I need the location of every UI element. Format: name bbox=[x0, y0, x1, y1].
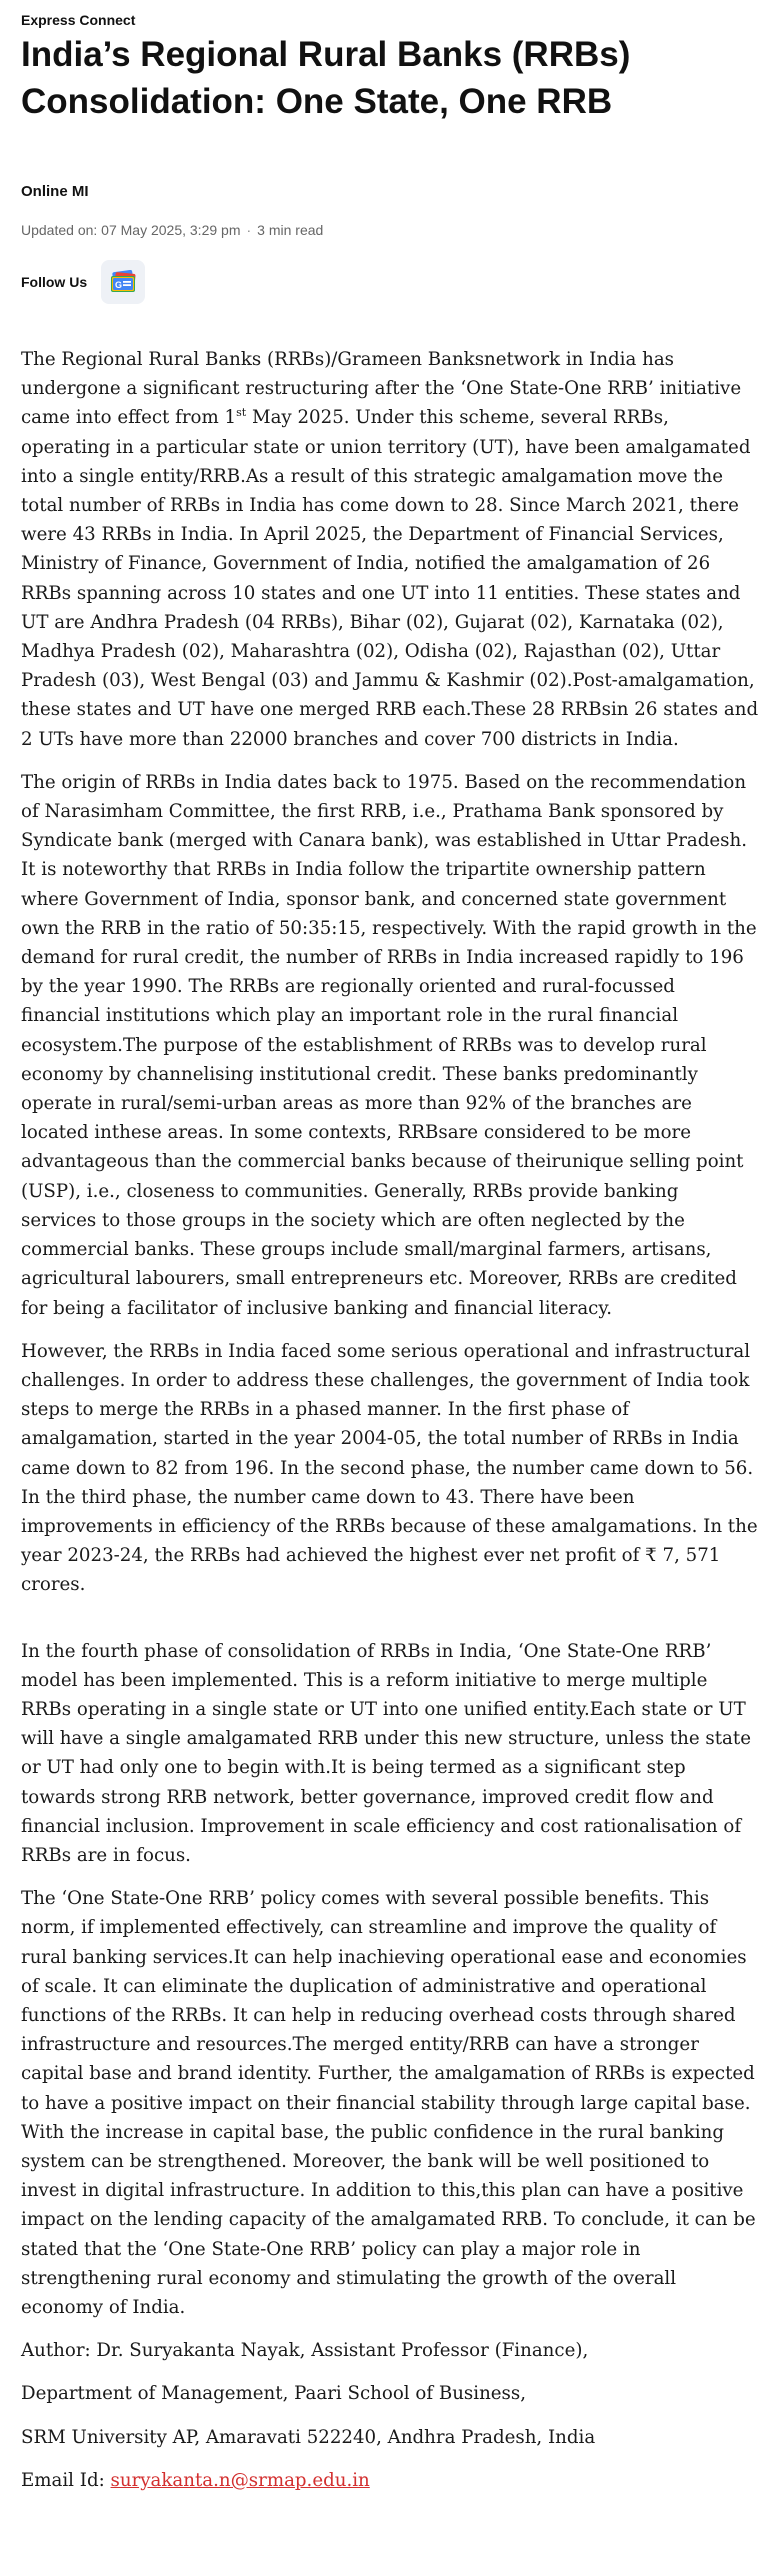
follow-us-row bbox=[21, 260, 759, 304]
article-body bbox=[21, 345, 759, 2495]
article-paragraph-2: The origin of RRBs in India dates back to 1975. Based on the recommendation of Narasimham Committee, the first RRB, i.e., Prathama Bank sponsored by Syndicate bank (merged with Canara bank), was established in Uttar Pradesh. It is noteworthy that RRBs in India follow the tripartite ownership pattern where Government of India, sponsor bank, and concerned state government own the RRB in the ratio of 50:35:15, respectively. With the rapid growth in the demand for rural credit, the number of RRBs in India increased rapidly to 196 by the year 1990. The RRBs are regionally oriented and rural-focussed financial institutions which play an important role in the rural financial ecosystem.The purpose of the establishment of RRBs was to develop rural economy by channelising institutional credit. These banks predominantly operate in rural/semi-urban areas as more than 92% of the branches are located inthese areas. In some contexts, RRBsare considered to be more advantageous than the commercial banks because of theirunique selling point (USP), i.e., closeness to communities. Generally, RRBs provide banking services to those groups in the society which are often neglected by the commercial banks. These groups include small/marginal farmers, artisans, agricultural labourers, small entrepreneurs etc. Moreover, RRBs are credited for being a facilitator of inclusive banking and financial literacy. bbox=[21, 771, 757, 1319]
read-time: 3 min read bbox=[257, 222, 324, 238]
article-paragraph-3: However, the RRBs in India faced some serious operational and infrastructural challenges. In order to address these challenges, the government of India took steps to merge the RRBs in a phased manner. In the first phase of amalgamation, started in the year 2004-05, the total number of RRBs in India came down to 82 from 196. In the second phase, the number came down to 56. In the third phase, the number came down to 43. There have been improvements in efficiency of the RRBs because of these amalgamations. In the year 2023-24, the RRBs had achieved the highest ever net profit of ₹ 7, 571 crores. bbox=[21, 1340, 758, 1596]
article-paragraph-5: The ‘One State-One RRB’ policy comes with several possible benefits. This norm, if implemented effectively, can streamline and improve the quality of rural banking services.It can help inachieving operational ease and economies of scale. It can eliminate the duplication of administrative and operational functions of the RRBs. It can help in reducing overhead costs through shared infrastructure and resources.The merged entity/RRB can have a stronger capital base and brand identity. Further, the amalgamation of RRBs is expected to have a positive impact on their financial stability through large capital base. With the increase in capital base, the public confidence in the rural banking system can be strengthened. Moreover, the bank will be well positioned to invest in digital infrastructure. In addition to this,this plan can have a positive impact on the lending capacity of the amalgamated RRB. To conclude, it can be stated that the ‘One State-One RRB’ policy can play a major role in strengthening rural economy and stimulating the growth of the overall economy of India. bbox=[21, 1888, 756, 2318]
section-kicker[interactable]: Express Connect bbox=[21, 12, 136, 28]
signature-dept-line: Department of Management, Paari School of Business, bbox=[21, 2383, 527, 2405]
email-label: Email Id: bbox=[21, 2469, 111, 2491]
svg-text:G: G bbox=[115, 280, 123, 290]
author-signature bbox=[21, 2336, 759, 2495]
signature-email-line bbox=[21, 2466, 759, 2495]
article-paragraph-1: The Regional Rural Banks (RRBs)/Grameen Banksnetwork in India has undergone a significant restructuring after the ‘One State-One RRB’ initiative came into effect from 1st May 2025. Under this scheme, several RRBs, operating in a particular state or union territory (UT), have been amalgamated into a single entity/RRB.As a result of this strategic amalgamation move the total number of RRBs in India has come down to 28. Since March 2021, there were 43 RRBs in India. In April 2025, the Department of Financial Services, Ministry of Finance, Government of India, notified the amalgamation of 26 RRBs spanning across 10 states and one UT into 11 entities. These states and UT are Andhra Pradesh (04 RRBs), Bihar (02), Gujarat (02), Karnataka (02), Madhya Pradesh (02), Maharashtra (02), Odisha (02), Rajasthan (02), Uttar Pradesh (03), West Bengal (03) and Jammu & Kashmir (02).Post-amalgamation, these states and UT have one merged RRB each.These 28 RRBsin 26 states and 2 UTs have more than 22000 branches and cover 700 districts in India. bbox=[21, 349, 759, 750]
page-title: India’s Regional Rural Banks (RRBs) Consolidation: One State, One RRB bbox=[21, 35, 631, 121]
byline-author[interactable]: Online MI bbox=[21, 183, 89, 200]
updated-timestamp: Updated on: 07 May 2025, 3:29 pm bbox=[21, 222, 241, 238]
follow-us-label: Follow Us bbox=[21, 274, 88, 290]
google-news-follow-button[interactable] bbox=[101, 260, 145, 304]
author-email-link[interactable]: suryakanta.n@srmap.edu.in bbox=[110, 2469, 370, 2491]
article-page bbox=[21, 0, 759, 2509]
article-paragraph-4: In the fourth phase of consolidation of RRBs in India, ‘One State-One RRB’ model has been implemented. This is a reform initiative to merge multiple RRBs operating in a single state or UT into one unified entity.Each state or UT will have a single amalgamated RRB under this new structure, unless the state or UT had only one to begin with.It is being termed as a significant step towards strong RRB network, better governance, improved credit flow and financial inclusion. Improvement in scale efficiency and cost rationalisation of RRBs are in focus. bbox=[21, 1640, 751, 1866]
signature-author-line: Author: Dr. Suryakanta Nayak, Assistant Professor (Finance), bbox=[21, 2340, 589, 2362]
signature-university-line: SRM University AP, Amaravati 522240, Andhra Pradesh, India bbox=[21, 2426, 596, 2448]
google-news-icon bbox=[109, 270, 137, 294]
article-meta bbox=[21, 222, 759, 238]
meta-separator: · bbox=[246, 222, 252, 238]
